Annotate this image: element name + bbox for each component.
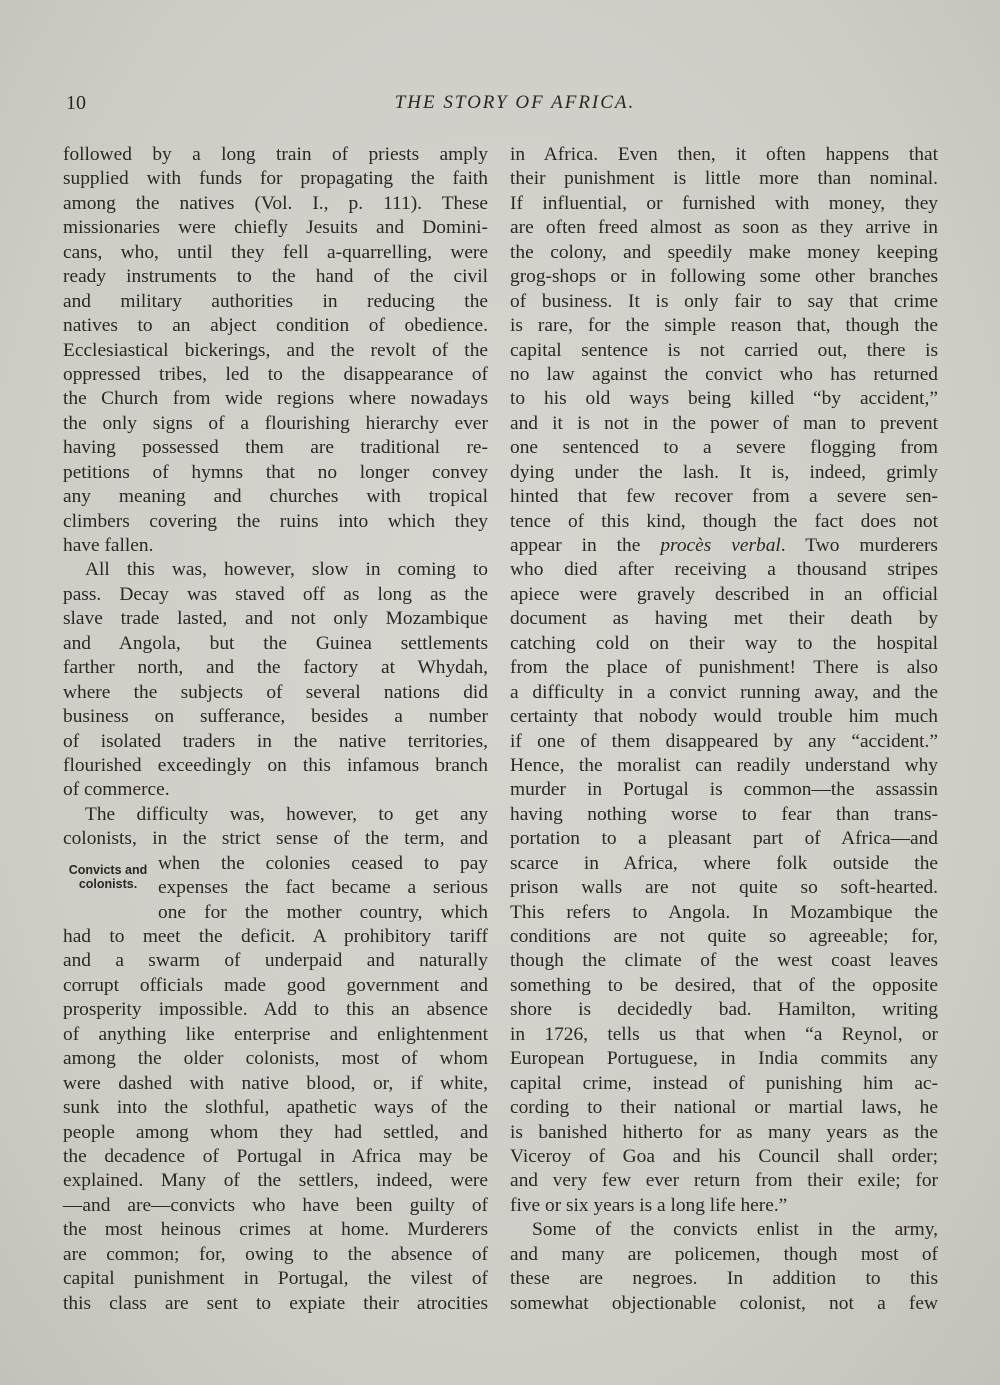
text-line: sunk into the slothful, apathetic ways of the	[63, 1097, 488, 1119]
running-head: THE STORY OF AFRICA.	[394, 92, 636, 113]
text-line: and many are policemen, though most of	[510, 1243, 938, 1265]
text-line: people among whom they had settled, and	[63, 1121, 488, 1143]
text-line: oppressed tribes, led to the disappearance of	[63, 363, 488, 385]
left-text-column	[63, 143, 488, 1316]
text-line: Viceroy of Goa and his Council shall order;	[510, 1145, 938, 1167]
text-line: the colony, and speedily make money keeping	[510, 241, 938, 263]
text-line: European Portuguese, in India commits any	[510, 1048, 938, 1070]
text-line: though the climate of the west coast leaves	[510, 950, 938, 972]
text-line: Ecclesiastical bickerings, and the revolt of the	[63, 339, 488, 361]
text-line: these are negroes. In addition to this	[510, 1268, 938, 1290]
text-line: shore is decidedly bad. Hamilton, writing	[510, 999, 938, 1021]
text-line: farther north, and the factory at Whydah,	[63, 657, 488, 679]
text-line: certainty that nobody would trouble him much	[510, 706, 938, 728]
text-line: cording to their national or martial laws, he	[510, 1097, 938, 1119]
text-line: having nothing worse to fear than trans-	[510, 803, 938, 825]
text-line: apiece were gravely described in an official	[510, 583, 938, 605]
text-line: natives to an abject condition of obedience.	[63, 315, 488, 337]
text-line: prosperity impossible. Add to this an absence	[63, 999, 488, 1021]
text-line: the most heinous crimes at home. Murderers	[63, 1219, 488, 1241]
text-line: where the subjects of several nations did	[63, 681, 488, 703]
text-line: scarce in Africa, where folk outside the	[510, 852, 938, 874]
text-line: capital punishment in Portugal, the vilest of	[63, 1268, 488, 1290]
text-line: capital crime, instead of punishing him ac-	[510, 1072, 938, 1094]
text-line: who died after receiving a thousand stripes	[510, 559, 938, 581]
text-line: five or six years is a long life here.”	[510, 1194, 788, 1216]
text-line: no law against the convict who has returned	[510, 363, 938, 385]
text-line: of anything like enterprise and enlightenment	[63, 1023, 488, 1045]
page-number: 10	[66, 92, 86, 114]
text-line: any meaning and churches with tropical	[63, 486, 488, 508]
text-line: catching cold on their way to the hospital	[510, 632, 938, 654]
text-line: their punishment is little more than nominal.	[510, 168, 938, 190]
text-line: prison walls are not quite so soft-hearted.	[510, 877, 938, 899]
text-line: supplied with funds for propagating the faith	[63, 168, 488, 190]
text-line: This refers to Angola. In Mozambique the	[510, 901, 938, 923]
text-line: grog-shops or in following some other branches	[510, 266, 938, 288]
text-line: dying under the lash. It is, indeed, grimly	[510, 461, 938, 483]
text-line: in Africa. Even then, it often happens that	[510, 144, 938, 165]
text-line: to his old ways being killed “by accident,”	[510, 388, 938, 410]
text-line: Some of the convicts enlist in the army,	[532, 1219, 938, 1241]
text-line: flourished exceedingly on this infamous branch	[63, 754, 488, 776]
text-line: the Church from wide regions where nowadays	[63, 388, 488, 410]
text-line: were dashed with native blood, or, if white,	[63, 1072, 488, 1094]
text-line: if one of them disappeared by any “accident.”	[510, 730, 938, 752]
text-line: business on sufferance, besides a number	[63, 706, 488, 728]
text-line: If influential, or furnished with money, they	[510, 192, 938, 214]
text-line: climbers covering the ruins into which they	[63, 510, 488, 532]
text-line: having possessed them are traditional re-	[63, 437, 488, 459]
text-line: hinted that few recover from a severe sen-	[510, 486, 938, 508]
margin-note-line: colonists.	[78, 877, 138, 891]
text-line: this class are sent to expiate their atrocities	[63, 1292, 488, 1314]
text-line: and Angola, but the Guinea settlements	[63, 632, 488, 654]
text-line: a difficulty in a convict running away, and the	[510, 681, 938, 703]
text-line: Hence, the moralist can readily understand why	[510, 754, 938, 776]
text-line: is banished hitherto for as many years as the	[510, 1121, 938, 1143]
text-line: have fallen.	[63, 535, 154, 556]
text-line: from the place of punishment! There is also	[510, 657, 938, 679]
text-line: are often freed almost as soon as they arrive in	[510, 217, 938, 239]
text-line: and very few ever return from their exile; for	[510, 1170, 938, 1192]
text-line: appear in the procès verbal. Two murderers	[510, 535, 938, 556]
text-line: and military authorities in reducing the	[63, 290, 488, 312]
text-line: and it is not in the power of man to prevent	[510, 412, 938, 434]
margin-note-line: Convicts and	[68, 863, 148, 877]
text-line: of business. It is only fair to say that crime	[510, 290, 938, 312]
text-line: ready instruments to the hand of the civil	[63, 266, 488, 288]
text-line: the decadence of Portugal in Africa may be	[63, 1145, 488, 1167]
text-line: something to be desired, that of the opposite	[510, 974, 938, 996]
text-line: one sentenced to a severe flogging from	[510, 437, 938, 459]
text-line: the only signs of a flourishing hierarchy ever	[63, 412, 488, 434]
text-line: among the natives (Vol. I., p. 111). These	[63, 192, 488, 214]
text-line: somewhat objectionable colonist, not a few	[510, 1292, 938, 1314]
text-line: of isolated traders in the native territories,	[63, 730, 488, 752]
text-line: of commerce.	[63, 779, 170, 801]
text-line: one for the mother country, which	[158, 901, 488, 923]
italic-term: procès verbal	[660, 535, 781, 556]
text-line: slave trade lasted, and not only Mozambique	[63, 608, 488, 630]
text-line: explained. Many of the settlers, indeed, were	[63, 1170, 488, 1192]
text-line: in 1726, tells us that when “a Reynol, or	[510, 1023, 938, 1045]
text-line: missionaries were chiefly Jesuits and Domini-	[63, 217, 488, 239]
text-line: pass. Decay was staved off as long as the	[63, 583, 488, 605]
text-line: capital sentence is not carried out, there is	[510, 339, 938, 361]
text-line: The difficulty was, however, to get any	[85, 803, 488, 825]
text-line: is rare, for the simple reason that, though the	[510, 315, 938, 337]
text-line: colonists, in the strict sense of the term, and	[63, 828, 488, 850]
text-line: when the colonies ceased to pay	[158, 852, 488, 874]
text-line: expenses the fact became a serious	[158, 877, 488, 899]
text-line: —and are—convicts who have been guilty of	[63, 1194, 488, 1216]
text-line: All this was, however, slow in coming to	[85, 559, 488, 581]
text-line: followed by a long train of priests amply	[63, 144, 488, 165]
text-line: had to meet the deficit. A prohibitory tariff	[63, 926, 488, 947]
text-line: are common; for, owing to the absence of	[63, 1243, 488, 1265]
text-line: tence of this kind, though the fact does not	[510, 510, 938, 532]
text-line: petitions of hymns that no longer convey	[63, 461, 488, 483]
text-line: cans, who, until they fell a-quarrelling, were	[63, 241, 488, 263]
text-line: portation to a pleasant part of Africa—and	[510, 828, 938, 850]
text-line: document as having met their death by	[510, 608, 938, 630]
text-line: murder in Portugal is common—the assassin	[510, 779, 938, 801]
right-text-column	[510, 143, 938, 1316]
text-line: and a swarm of underpaid and naturally	[63, 950, 488, 972]
text-line: among the older colonists, most of whom	[63, 1048, 488, 1070]
text-line: conditions are not quite so agreeable; for,	[510, 926, 938, 947]
text-line: corrupt officials made good government and	[63, 974, 488, 996]
